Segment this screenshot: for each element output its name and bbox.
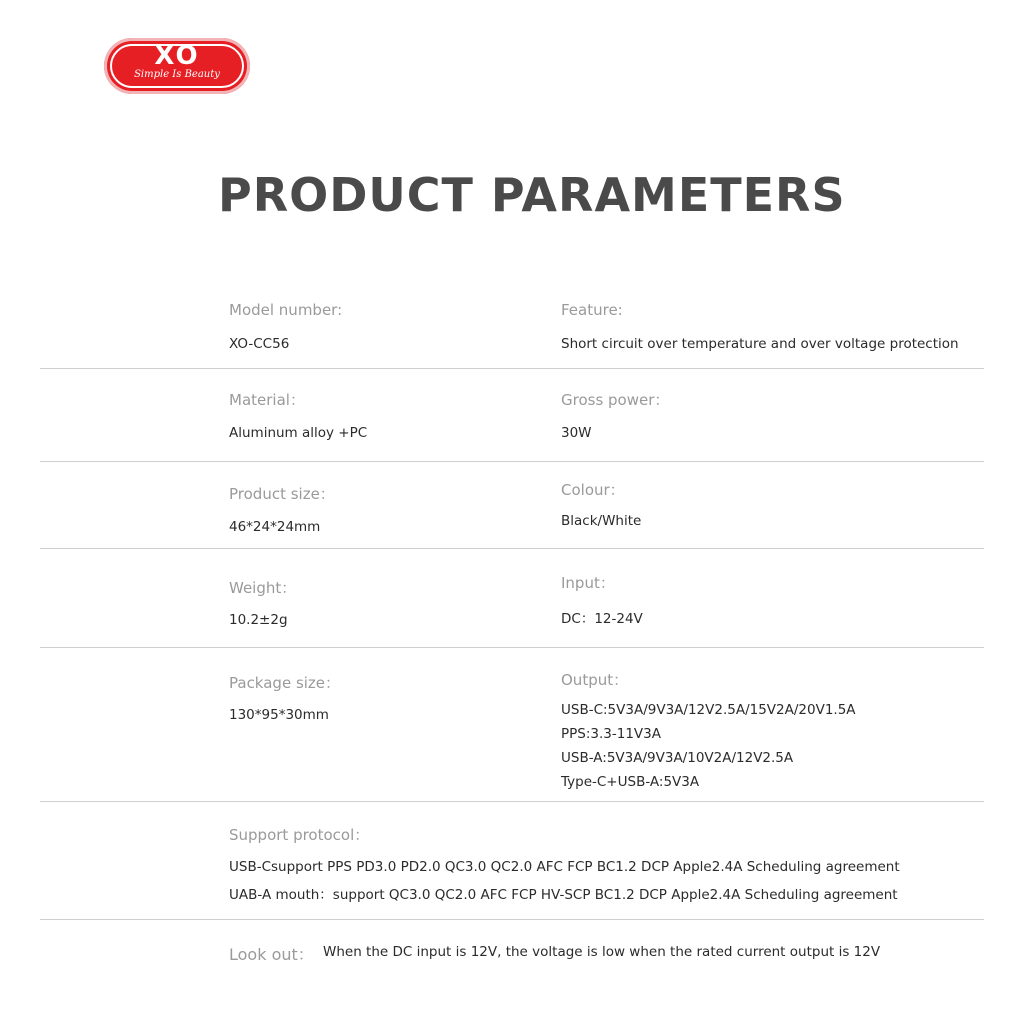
- look-out-text: When the DC input is 12V, the voltage is low when the rated current output is 12V: [323, 944, 881, 960]
- material-label: Material：: [229, 391, 305, 409]
- support-protocol-values: [229, 859, 900, 907]
- output-line: USB-A:5V3A/9V3A/10V2A/12V2.5A: [561, 750, 794, 766]
- output-line: USB-C:5V3A/9V3A/12V2.5A/15V2A/20V1.5A: [561, 702, 856, 718]
- input-label: Input：: [561, 574, 615, 592]
- output-values: [561, 702, 856, 798]
- model-number-value: XO-CC56: [229, 336, 290, 352]
- look-out-label: Look out：: [229, 945, 314, 964]
- gross-power-label: Gross power：: [561, 391, 670, 409]
- input-value: DC：12-24V: [561, 611, 643, 627]
- feature-value: Short circuit over temperature and over voltage protection: [561, 336, 959, 352]
- package-size-label: Package size：: [229, 674, 341, 692]
- product-size-label: Product size：: [229, 485, 335, 503]
- feature-label: Feature:: [561, 301, 623, 319]
- divider: [40, 548, 984, 549]
- gross-power-value: 30W: [561, 425, 592, 441]
- model-number-label: Model number:: [229, 301, 343, 319]
- output-label: Output：: [561, 671, 629, 689]
- logo-mark: XO: [154, 41, 200, 71]
- protocol-line: UAB-A mouth：support QC3.0 QC2.0 AFC FCP HV-SCP BC1.2 DCP Apple2.4A Scheduling agreement: [229, 887, 898, 903]
- support-protocol-label: Support protocol：: [229, 826, 370, 844]
- divider: [40, 461, 984, 462]
- brand-logo: [104, 38, 250, 94]
- package-size-value: 130*95*30mm: [229, 707, 329, 723]
- output-line: PPS:3.3-11V3A: [561, 726, 661, 742]
- page-title: PRODUCT PARAMETERS: [218, 168, 846, 222]
- divider: [40, 801, 984, 802]
- colour-label: Colour：: [561, 481, 625, 499]
- product-size-value: 46*24*24mm: [229, 519, 321, 535]
- divider: [40, 647, 984, 648]
- protocol-line: USB-Csupport PPS PD3.0 PD2.0 QC3.0 QC2.0 AFC FCP BC1.2 DCP Apple2.4A Scheduling agreement: [229, 859, 900, 875]
- colour-value: Black/White: [561, 513, 642, 529]
- output-line: Type-C+USB-A:5V3A: [561, 774, 700, 790]
- divider: [40, 368, 984, 369]
- logo-tagline: Simple Is Beauty: [134, 69, 220, 80]
- weight-label: Weight：: [229, 579, 297, 597]
- divider: [40, 919, 984, 920]
- material-value: Aluminum alloy +PC: [229, 425, 368, 441]
- weight-value: 10.2±2g: [229, 612, 288, 628]
